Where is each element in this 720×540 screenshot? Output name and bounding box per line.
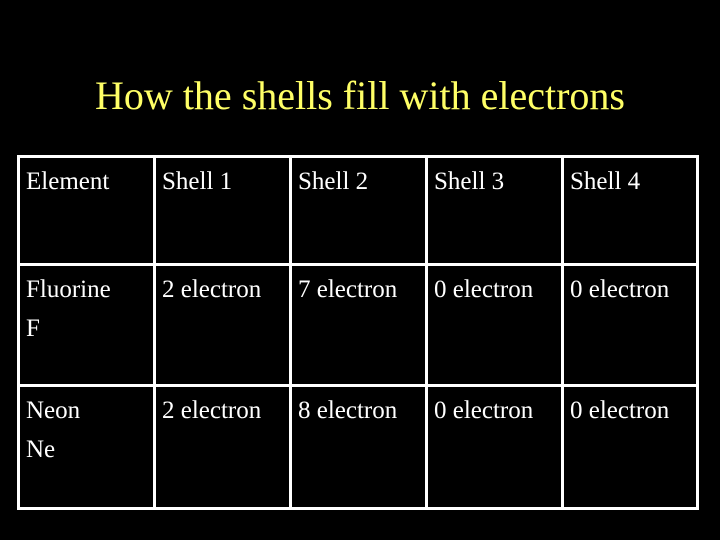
shell-3-cell: 0 electron (427, 265, 563, 386)
element-cell (19, 386, 155, 509)
shell-2-cell: 8 electron (291, 386, 427, 509)
element-name: Neon (26, 397, 81, 424)
slide-title: How the shells fill with electrons (95, 73, 625, 118)
shell-1-cell: 2 electron (155, 265, 291, 386)
header-element: Element (19, 157, 155, 265)
element-symbol: F (26, 315, 40, 342)
shell-4-cell: 0 electron (563, 265, 698, 386)
element-symbol: Ne (26, 436, 56, 463)
shell-4-cell: 0 electron (563, 386, 698, 509)
header-shell-3: Shell 3 (427, 157, 563, 265)
table-row-fluorine (19, 265, 698, 386)
element-cell (19, 265, 155, 386)
shell-1-cell: 2 electron (155, 386, 291, 509)
table-row-neon (19, 386, 698, 509)
electron-shell-table (17, 155, 699, 510)
shell-3-cell: 0 electron (427, 386, 563, 509)
shell-2-cell: 7 electron (291, 265, 427, 386)
header-shell-2: Shell 2 (291, 157, 427, 265)
header-shell-1: Shell 1 (155, 157, 291, 265)
table-header-row (19, 157, 698, 265)
element-name: Fluorine (26, 276, 111, 303)
header-shell-4: Shell 4 (563, 157, 698, 265)
